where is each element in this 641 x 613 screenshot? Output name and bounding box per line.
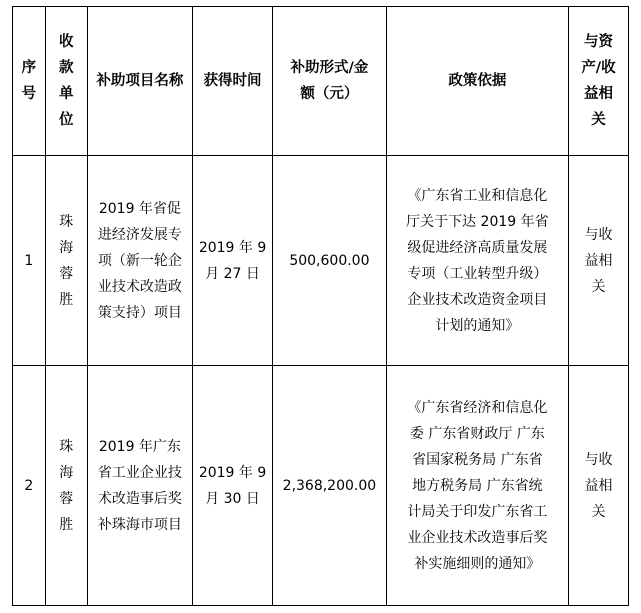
cell-amount: 2,368,200.00 <box>273 366 387 606</box>
cell-time: 2019 年 9 月 27 日 <box>193 156 273 366</box>
header-relation: 与资 产/收 益相 关 <box>568 7 628 156</box>
cell-payee: 珠 海 蓉 胜 <box>45 366 87 606</box>
table-row <box>13 156 629 366</box>
cell-relation: 与收 益相 关 <box>568 156 628 366</box>
header-no: 序 号 <box>13 7 46 156</box>
header-basis: 政策依据 <box>386 7 568 156</box>
cell-basis: 《广东省经济和信息化 委 广东省财政厅 广东 省国家税务局 广东省 地方税务局 广东省统 计局关于印发广东省工 业企业技术改造事后奖 补实施细则的通知》 <box>386 366 568 606</box>
cell-no: 1 <box>13 156 46 366</box>
table-header-row <box>13 7 629 156</box>
cell-project: 2019 年广东 省工业企业技 术改造事后奖 补珠海市项目 <box>87 366 192 606</box>
cell-amount: 500,600.00 <box>273 156 387 366</box>
header-project: 补助项目名称 <box>87 7 192 156</box>
cell-no: 2 <box>13 366 46 606</box>
cell-basis: 《广东省工业和信息化 厅关于下达 2019 年省 级促进经济高质量发展 专项（工业转型升级） 企业技术改造资金项目 计划的通知》 <box>386 156 568 366</box>
table-row <box>13 366 629 606</box>
cell-time: 2019 年 9 月 30 日 <box>193 366 273 606</box>
header-payee: 收 款 单 位 <box>45 7 87 156</box>
cell-project: 2019 年省促 进经济发展专 项（新一轮企 业技术改造政 策支持）项目 <box>87 156 192 366</box>
cell-payee: 珠 海 蓉 胜 <box>45 156 87 366</box>
subsidy-table <box>12 6 629 606</box>
header-time: 获得时间 <box>193 7 273 156</box>
header-amount: 补助形式/金 额（元） <box>273 7 387 156</box>
cell-relation: 与收 益相 关 <box>568 366 628 606</box>
